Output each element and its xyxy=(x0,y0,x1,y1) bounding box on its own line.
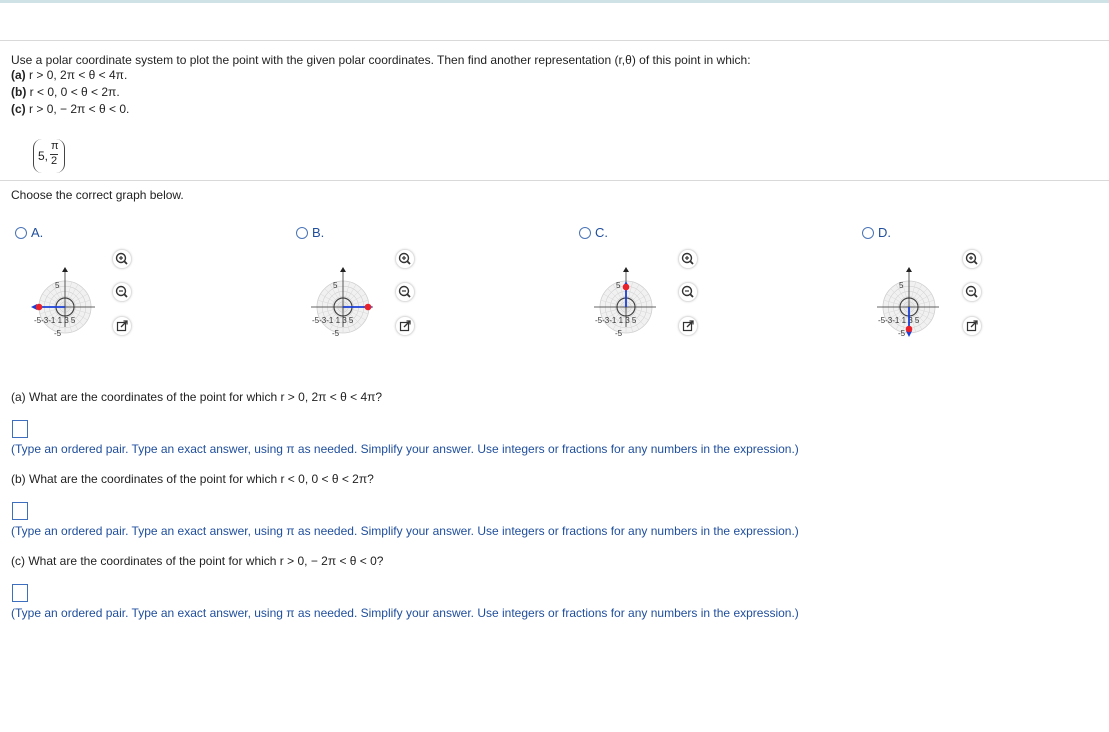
tick-label-top: 5 xyxy=(616,281,621,290)
answer-a-input[interactable] xyxy=(12,420,28,438)
question-c-hint: (Type an ordered pair. Type an exact answer, using π as needed. Simplify your answer. Use integers or fractions for any numbers in the expression.) xyxy=(11,606,799,620)
tick-labels-row: -5-3-1 1 3 5 xyxy=(595,316,637,325)
zoom-out-icon xyxy=(967,287,978,298)
choose-prompt: Choose the correct graph below. xyxy=(11,188,184,202)
zoom-in-icon xyxy=(967,254,978,265)
axis-arrow-up xyxy=(340,267,346,272)
axis-arrow-up xyxy=(623,267,629,272)
problem-intro: Use a polar coordinate system to plot the point with the given polar coordinates. Then find another representation (r,θ) of this point in which: xyxy=(11,53,751,67)
condition-a-label: (a) xyxy=(11,68,26,82)
point-r: 5, xyxy=(38,149,49,163)
option-c-label[interactable]: C. xyxy=(595,225,608,240)
tick-labels-row: -5-3-1 1 3 5 xyxy=(312,316,354,325)
condition-b-label: (b) xyxy=(11,85,27,99)
question-a-text: (a) What are the coordinates of the point for which r > 0, 2π < θ < 4π? xyxy=(11,390,383,404)
option-b-zoom-in-button[interactable] xyxy=(395,249,415,269)
point-theta-numerator: π xyxy=(51,140,59,152)
zoom-in-icon xyxy=(117,254,128,265)
option-a-zoom-in-button[interactable] xyxy=(112,249,132,269)
section-divider xyxy=(0,180,1109,181)
zoom-out-icon xyxy=(683,287,694,298)
zoom-in-icon xyxy=(683,254,694,265)
zoom-out-icon xyxy=(117,287,128,298)
tick-label-bottom: -5 xyxy=(615,329,623,338)
axis-arrow-up xyxy=(62,267,68,272)
option-b-label[interactable]: B. xyxy=(312,225,325,240)
point-theta-denominator: 2 xyxy=(51,155,58,167)
axis-arrow-up xyxy=(906,267,912,272)
header-divider xyxy=(0,40,1109,41)
plotted-point xyxy=(36,304,43,311)
tick-labels-row: -5-3-1 1 3 5 xyxy=(878,316,920,325)
zoom-out-icon xyxy=(400,287,411,298)
zoom-in-icon xyxy=(400,254,411,265)
option-c-open-window-button[interactable] xyxy=(678,316,698,336)
option-a-label[interactable]: A. xyxy=(31,225,44,240)
question-b-text: (b) What are the coordinates of the point for which r < 0, 0 < θ < 2π? xyxy=(11,472,374,486)
option-c-zoom-in-button[interactable] xyxy=(678,249,698,269)
question-b-hint: (Type an ordered pair. Type an exact answer, using π as needed. Simplify your answer. Use integers or fractions for any numbers in the expression.) xyxy=(11,524,799,538)
option-d-label[interactable]: D. xyxy=(878,225,891,240)
open-new-window-icon xyxy=(968,321,978,331)
answer-b-input[interactable] xyxy=(12,502,28,520)
option-d-graph xyxy=(872,267,954,347)
option-c-graph xyxy=(589,267,671,347)
option-d-open-window-button[interactable] xyxy=(962,316,982,336)
option-b-zoom-out-button[interactable] xyxy=(395,282,415,302)
option-d-zoom-in-button[interactable] xyxy=(962,249,982,269)
option-c-zoom-out-button[interactable] xyxy=(678,282,698,302)
option-a-open-window-button[interactable] xyxy=(112,316,132,336)
plotted-point xyxy=(623,284,630,291)
option-a-graph xyxy=(28,267,110,347)
option-c-radio[interactable] xyxy=(579,227,591,239)
option-b-radio[interactable] xyxy=(296,227,308,239)
condition-b-text: r < 0, 0 < θ < 2π. xyxy=(29,85,120,99)
plotted-point xyxy=(365,304,372,311)
top-accent-bar xyxy=(0,0,1109,3)
open-new-window-icon xyxy=(401,321,411,331)
option-d-radio[interactable] xyxy=(862,227,874,239)
option-a-zoom-out-button[interactable] xyxy=(112,282,132,302)
tick-label-top: 5 xyxy=(333,281,338,290)
tick-label-top: 5 xyxy=(899,281,904,290)
option-a-radio[interactable] xyxy=(15,227,27,239)
option-b-graph xyxy=(306,267,388,347)
option-d-zoom-out-button[interactable] xyxy=(962,282,982,302)
tick-label-bottom: -5 xyxy=(332,329,340,338)
open-new-window-icon xyxy=(118,321,128,331)
tick-label-bottom: -5 xyxy=(54,329,62,338)
condition-a-text: r > 0, 2π < θ < 4π. xyxy=(29,68,128,82)
option-b-open-window-button[interactable] xyxy=(395,316,415,336)
condition-c xyxy=(11,102,129,116)
plotted-point xyxy=(906,326,913,333)
open-new-window-icon xyxy=(684,321,694,331)
condition-b xyxy=(11,85,120,99)
tick-label-bottom: -5 xyxy=(898,329,906,338)
condition-c-label: (c) xyxy=(11,102,26,116)
condition-a xyxy=(11,68,127,82)
condition-c-text: r > 0, − 2π < θ < 0. xyxy=(29,102,130,116)
tick-labels-row: -5-3-1 1 3 5 xyxy=(34,316,76,325)
polar-point-expression xyxy=(33,139,65,173)
tick-label-top: 5 xyxy=(55,281,60,290)
question-c-text: (c) What are the coordinates of the point for which r > 0, − 2π < θ < 0? xyxy=(11,554,384,568)
question-a-hint: (Type an ordered pair. Type an exact answer, using π as needed. Simplify your answer. Use integers or fractions for any numbers in the expression.) xyxy=(11,442,799,456)
answer-c-input[interactable] xyxy=(12,584,28,602)
